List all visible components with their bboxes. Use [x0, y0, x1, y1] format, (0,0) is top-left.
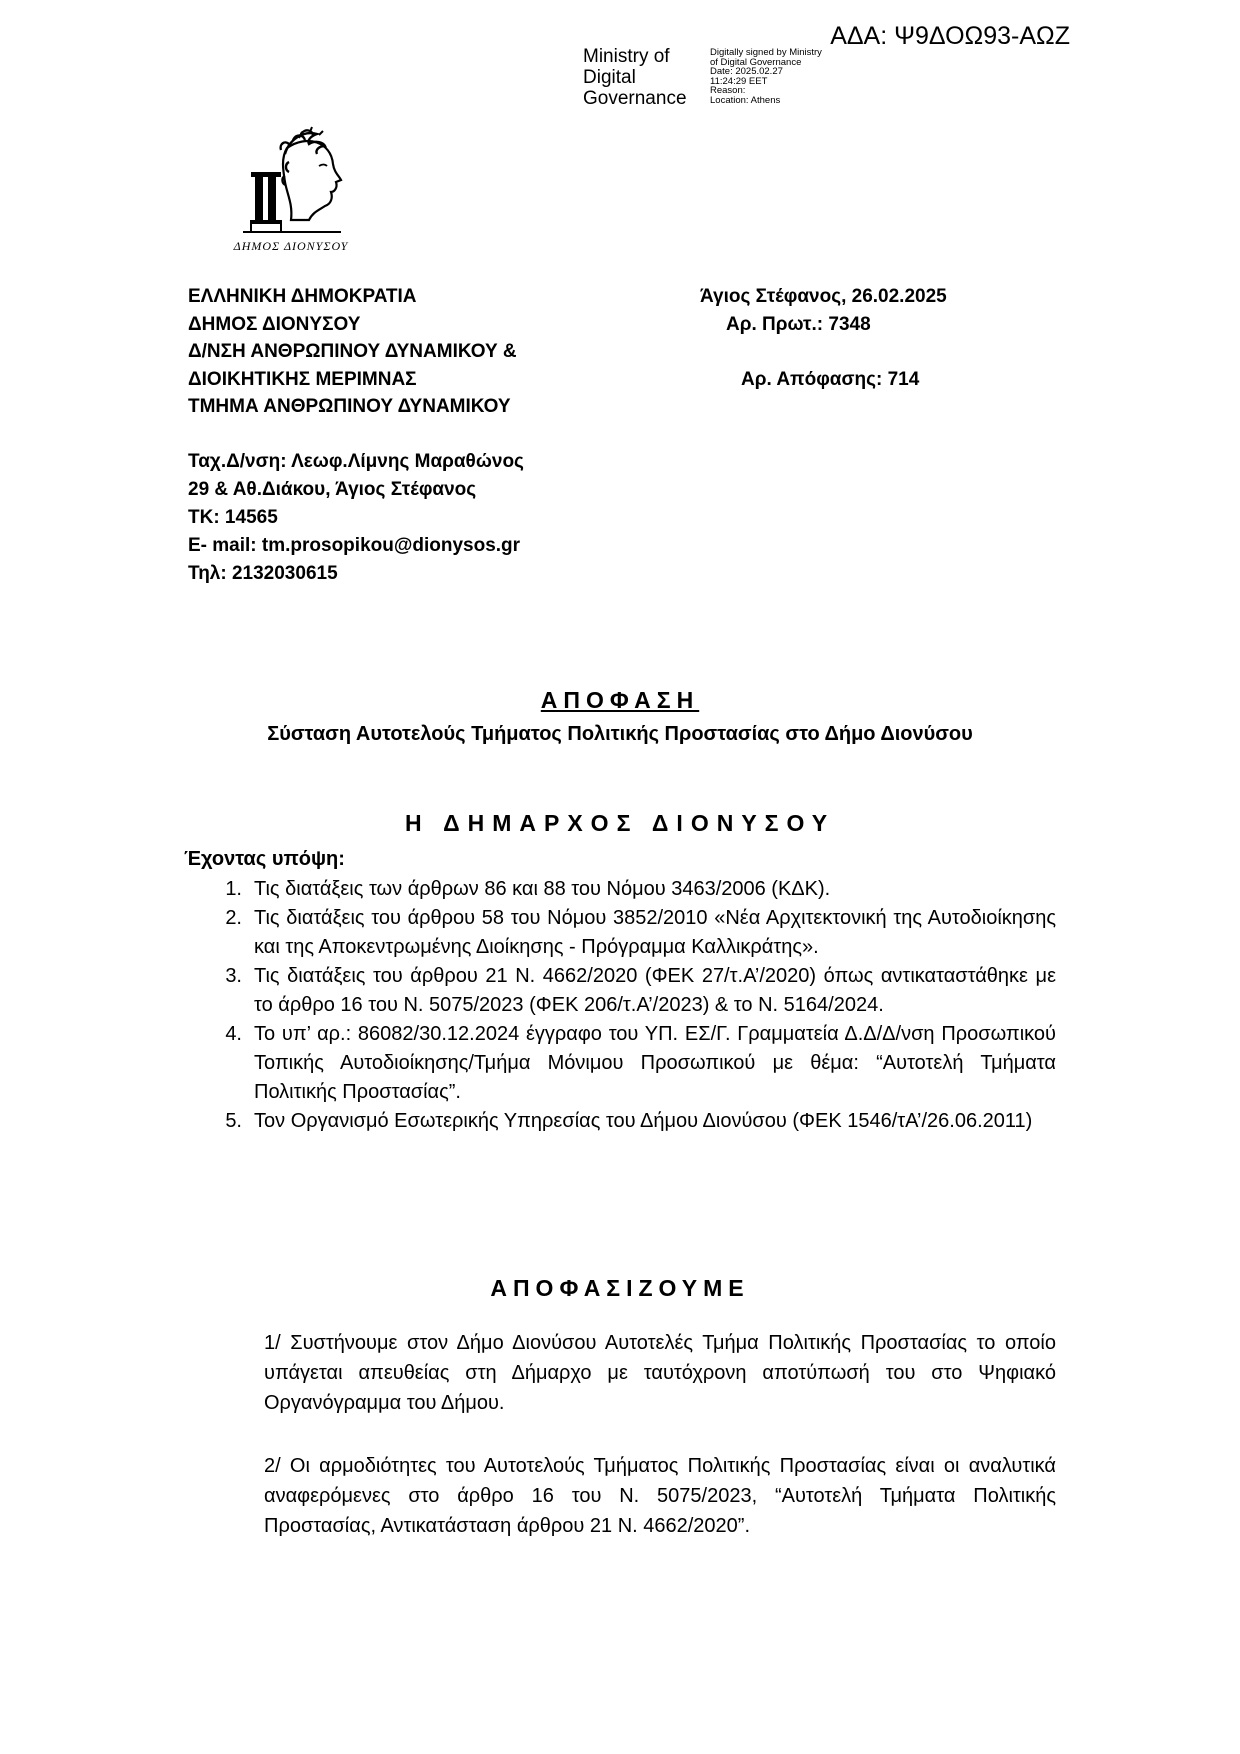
digital-signature-stamp [583, 46, 822, 109]
ada-code: ΑΔΑ: Ψ9ΔΟΩ93-ΑΩΖ [830, 22, 1070, 50]
decision-paragraph: 2/ Οι αρμοδιότητες του Αυτοτελούς Τμήματος Πολιτικής Προστασίας είναι οι αναλυτικά αναφερόμενες στο άρθρο 16 του Ν. 5075/2023, “Αυτοτελή Τμήματα Πολιτικής Προστασίας, Αντικατάσταση άρθρου 21 Ν. 4662/2020”. [264, 1455, 1056, 1537]
signature-meta-line: Reason: [710, 85, 746, 96]
list-item-text: Τις διατάξεις των άρθρων 86 και 88 του Νόμου 3463/2006 (ΚΔΚ). [254, 878, 831, 900]
list-item [188, 1107, 1056, 1136]
document-subtitle: Σύσταση Αυτοτελούς Τμήματος Πολιτικής Προστασίας στο Δήμο Διονύσου [267, 723, 973, 745]
list-item-text: Τις διατάξεις του άρθρου 58 του Νόμου 3852/2010 «Νέα Αρχιτεκτονική της Αυτοδιοίκησης και της Αποκεντρωμένης Διοίκησης - Πρόγραμμα Καλλικράτης». [254, 907, 1056, 958]
address-line: 29 & Αθ.Διάκου, Άγιος Στέφανος [188, 479, 477, 500]
mayor-heading: Η ΔΗΜΑΡΧΟΣ ΔΙΟΝΥΣΟΥ [404, 810, 836, 836]
list-item-number: 1. [225, 878, 242, 900]
list-item [188, 875, 1056, 904]
signature-meta-line: 11:24:29 EET [710, 75, 768, 87]
phone-line: Τηλ: 2132030615 [188, 563, 338, 584]
issuer-line: ΔΙΟΙΚΗΤΙΚΗΣ ΜΕΡΙΜΝΑΣ [188, 368, 417, 390]
list-item-number: 4. [225, 1023, 242, 1045]
signature-meta-line: Digitally signed by Ministry [710, 47, 822, 58]
signature-ministry-line: Digital [583, 67, 636, 88]
signature-ministry-line: Governance [583, 88, 687, 109]
list-item-number: 3. [225, 965, 242, 987]
contact-address [188, 448, 524, 588]
email-line: E- mail: tm.prosopikou@dionysos.gr [188, 535, 521, 556]
document-reference [700, 283, 947, 393]
signature-ministry [583, 46, 703, 109]
signature-ministry-line: Ministry of [583, 46, 670, 67]
place-date: Άγιος Στέφανος, 26.02.2025 [700, 286, 947, 307]
considerations-list [188, 875, 1056, 1136]
issuer-header [188, 283, 517, 421]
list-item-text: Το υπ’ αρ.: 86082/30.12.2024 έγγραφο του ΥΠ. ΕΣ/Γ. Γραμματεία Δ.Δ/Δ/νση Προσωπικού Τοπικής Αυτοδιοίκησης/Τμήμα Μόνιμου Προσωπικού με θέμα: “Αυτοτελή Τμήματα Πολιτικής Προστασίας”. [254, 1023, 1056, 1103]
signature-meta-line: Location: Athens [710, 94, 781, 106]
issuer-line: ΕΛΛΗΝΙΚΗ ΔΗΜΟΚΡΑΤΙΑ [188, 286, 417, 307]
address-line: Ταχ.Δ/νση: Λεωφ.Λίμνης Μαραθώνος [188, 451, 524, 472]
issuer-line: ΤΜΗΜΑ ΑΝΘΡΩΠΙΝΟΥ ΔΥΝΑΜΙΚΟΥ [188, 396, 511, 417]
having-in-view-label: Έχοντας υπόψη: [184, 848, 345, 870]
municipality-logo [215, 120, 355, 260]
list-item-number: 2. [225, 907, 242, 929]
list-item-number: 5. [225, 1110, 242, 1132]
address-line: ΤΚ: 14565 [188, 507, 278, 528]
signature-meta-line: of Digital Governance [710, 56, 802, 68]
list-item [188, 1020, 1056, 1107]
list-item-text: Τις διατάξεις του άρθρου 21 Ν. 4662/2020 (ΦΕΚ 27/τ.Α’/2020) όπως αντικαταστάθηκε με το άρθρο 16 του Ν. 5075/2023 (ΦΕΚ 206/τ.Α’/2023) & το Ν. 5164/2024. [254, 965, 1056, 1016]
decision-number: Αρ. Απόφασης: 714 [741, 368, 920, 390]
signature-meta [710, 48, 860, 105]
document-title: ΑΠΟΦΑΣΗ [540, 687, 700, 713]
logo-caption: ΔΗΜΟΣ ΔΙΟΝΥΣΟΥ [233, 239, 349, 253]
decision-paragraph: 1/ Συστήνουμε στον Δήμο Διονύσου Αυτοτελές Τμήμα Πολιτικής Προστασίας το οποίο υπάγεται απευθείας στη Δήμαρχο με ταυτόχρονη αποτύπωσή του στο Ψηφιακό Οργανόγραμμα του Δήμου. [264, 1332, 1056, 1414]
protocol-number: Αρ. Πρωτ.: 7348 [726, 313, 871, 335]
list-item [188, 962, 1056, 1020]
list-item [188, 904, 1056, 962]
issuer-line: ΔΗΜΟΣ ΔΙΟΝΥΣΟΥ [188, 313, 361, 335]
issuer-line: Δ/ΝΣΗ ΑΝΘΡΩΠΙΝΟΥ ΔΥΝΑΜΙΚΟΥ & [188, 341, 517, 362]
decision-heading: ΑΠΟΦΑΣΙΖΟΥΜΕ [490, 1275, 750, 1301]
signature-meta-line: Date: 2025.02.27 [710, 66, 783, 77]
list-item-text: Τον Οργανισμό Εσωτερικής Υπηρεσίας του Δήμου Διονύσου (ΦΕΚ 1546/τΑ’/26.06.2011) [254, 1110, 1033, 1132]
